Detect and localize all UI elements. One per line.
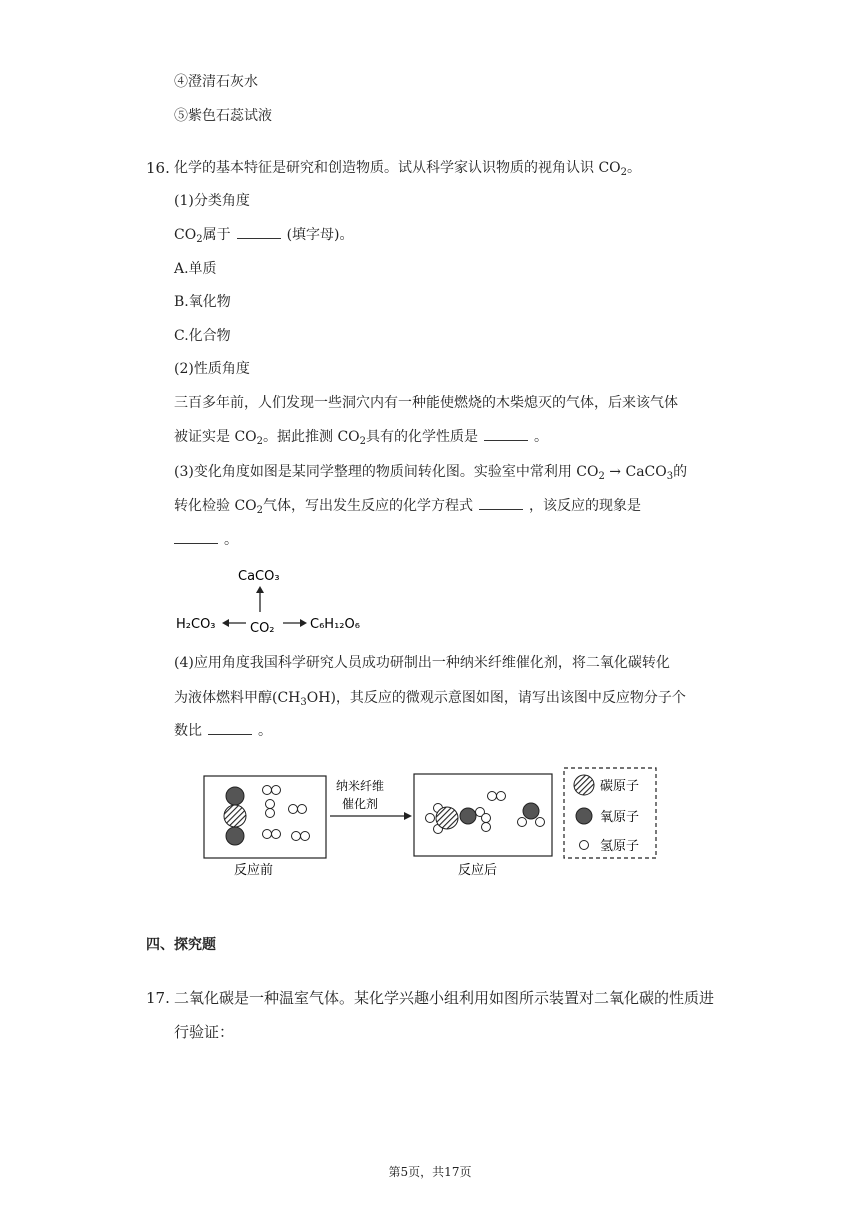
answer-blank (484, 428, 528, 441)
option-4: ④澄清石灰水 (174, 74, 258, 90)
q16-stem: 化学的基本特征是研究和创造物质。试从科学家认识物质的视角认识 $CO_2$。 (174, 160, 642, 178)
answer-blank (237, 226, 281, 239)
cd-top-label: CaCO₃ (238, 569, 280, 584)
q16-part2-line1: 三百多年前，人们发现一些洞穴内有一种能使燃烧的木柴熄灭的气体，后来该气体 (174, 395, 678, 411)
cd-right-label: C₆H₁₂O₆ (310, 617, 360, 632)
reaction-diagram (200, 764, 670, 884)
question-number-16: 16. (146, 159, 170, 177)
conversion-diagram (170, 562, 370, 642)
section-title: 四、探究题 (146, 937, 216, 953)
q16-part3-line1: (3)变化角度如图是某同学整理的物质间转化图。实验室中常利用 $CO_2$ → CaCO$_3$的 (174, 464, 688, 482)
catalyst-label-2: 催化剂 (342, 797, 379, 811)
legend-carbon-icon (574, 775, 594, 795)
answer-blank (479, 497, 523, 510)
q16-part4-line2: 为液体燃料甲醇$(CH_3OH)$，其反应的微观示意图如图，请写出该图中反应物分子个 (174, 690, 686, 708)
q16-option-c: C.化合物 (174, 328, 231, 344)
hydrogen-molecules-after (482, 792, 506, 832)
oxygen-atom (523, 803, 539, 819)
after-label: 反应后 (458, 863, 498, 878)
q17-line2: 行验证： (174, 1023, 235, 1041)
hydrogen-atom (536, 818, 545, 827)
cd-arrowhead-up (256, 586, 264, 593)
legend-oxygen-label: 氧原子 (600, 810, 640, 825)
q16-part1-question: $CO_2$属于 (填字母)。 (174, 227, 354, 245)
cd-arrowhead-right (300, 619, 307, 627)
question-number-17: 17. (146, 989, 170, 1007)
q16-option-a: A.单质 (174, 261, 217, 277)
hydrogen-atom (426, 814, 435, 823)
answer-blank (208, 722, 252, 735)
page-footer: 第5页，共17页 (388, 1165, 472, 1179)
hydrogen-atom (518, 818, 527, 827)
legend-carbon-label: 碳原子 (600, 779, 640, 794)
reaction-arrowhead (404, 812, 412, 820)
q16-part3-line2: 转化检验 $CO_2$气体，写出发生反应的化学方程式 ，该反应的现象是 (174, 498, 642, 516)
q16-part1-heading: (1)分类角度 (174, 193, 250, 209)
answer-blank (174, 531, 218, 544)
before-label: 反应前 (234, 863, 274, 878)
q16-option-b: B.氧化物 (174, 294, 231, 310)
legend-oxygen-icon (576, 808, 592, 824)
cd-center-label: CO₂ (250, 621, 275, 636)
catalyst-label-1: 纳米纤维 (336, 779, 385, 793)
q16-part4-line3: 数比 。 (174, 723, 272, 739)
q16-part2-heading: (2)性质角度 (174, 361, 250, 377)
q16-part2-line2: 被证实是 $CO_2$。据此推测 $CO_2$具有的化学性质是 。 (174, 429, 549, 447)
legend-hydrogen-icon (580, 841, 589, 850)
cd-arrowhead-left (222, 619, 229, 627)
oxygen-atom (460, 808, 476, 824)
hydrogen-molecules-before (263, 786, 310, 841)
q16-part3-line3: 。 (174, 530, 238, 550)
oxygen-atom (226, 827, 244, 845)
oxygen-atom (226, 787, 244, 805)
carbon-atom (224, 805, 246, 827)
cd-left-label: H₂CO₃ (176, 617, 216, 632)
q16-part4-line1: (4)应用角度我国科学研究人员成功研制出一种纳米纤维催化剂，将二氧化碳转化 (174, 655, 670, 671)
legend-hydrogen-label: 氢原子 (600, 839, 640, 854)
q17-line1: 二氧化碳是一种温室气体。某化学兴趣小组利用如图所示装置对二氧化碳的性质进 (174, 989, 715, 1007)
carbon-atom (436, 807, 458, 829)
option-5: ⑤紫色石蕊试液 (174, 108, 272, 124)
